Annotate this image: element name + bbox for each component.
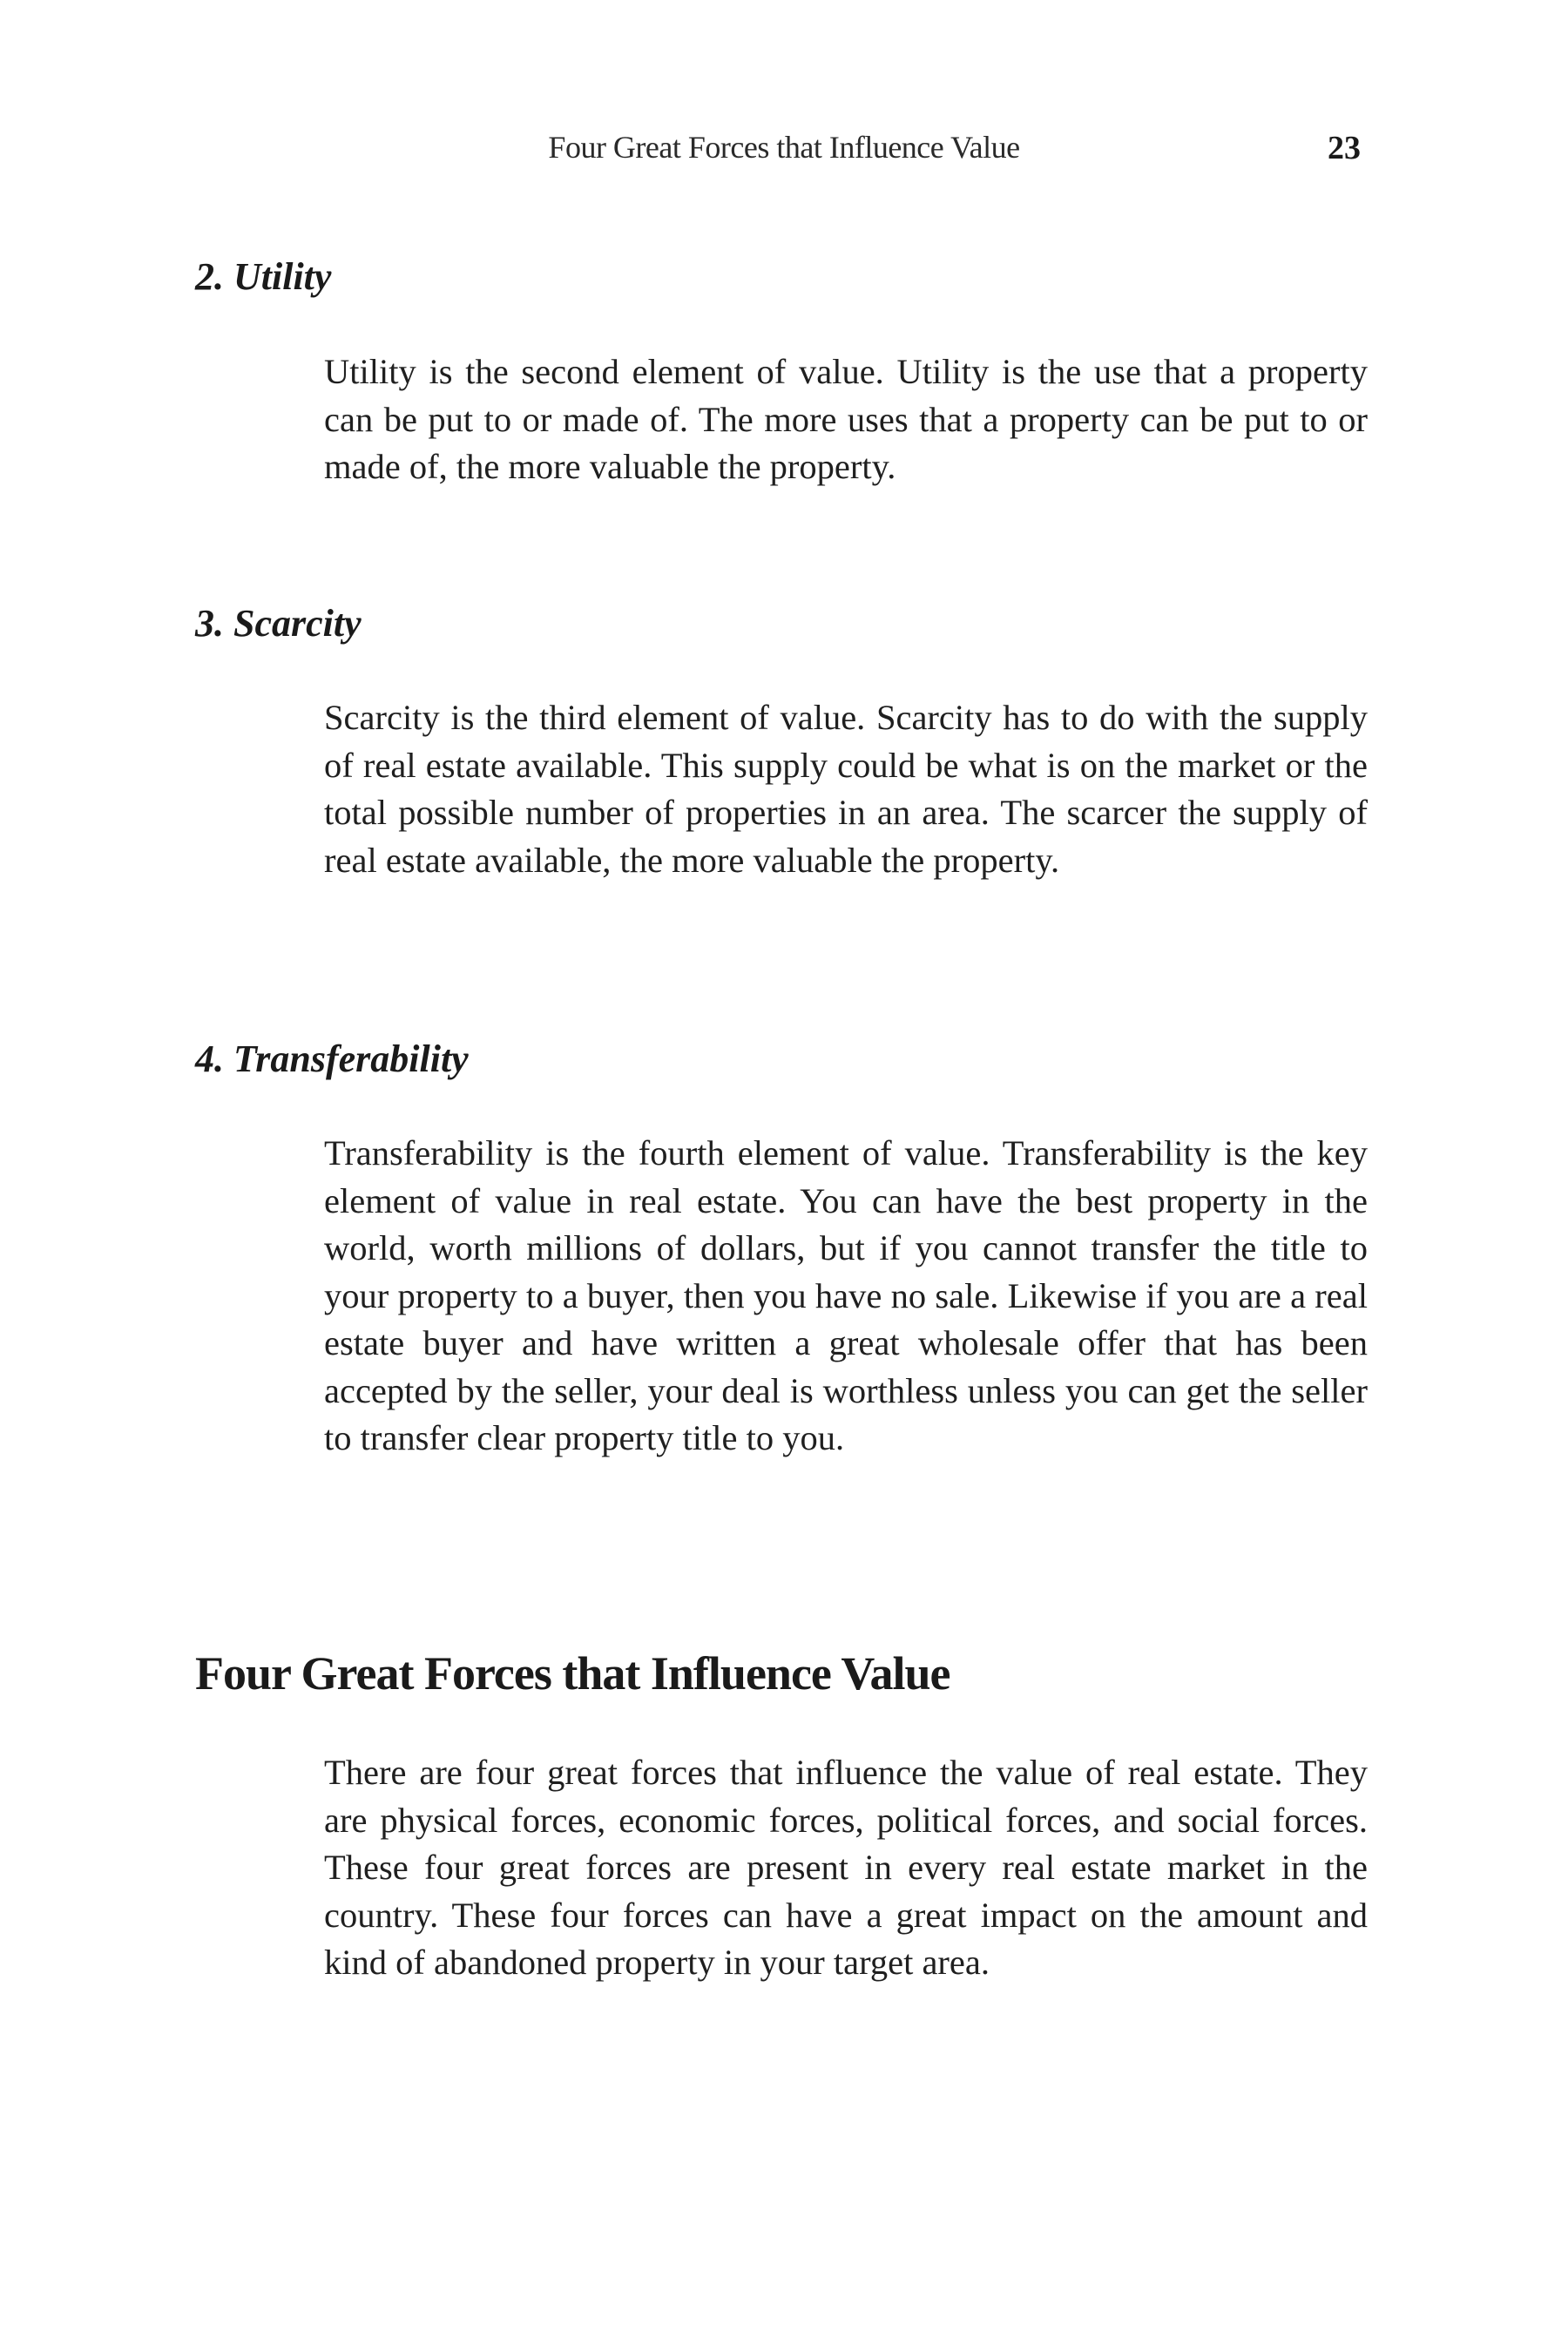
page-number: 23 <box>1328 130 1361 166</box>
subheading-transferability: 4. Transferability <box>195 1037 469 1080</box>
paragraph-transferability: Transferability is the fourth element of value. Transferability is the key element of value in real estate. You can have the best property in the world, worth millions of dollars, but if you cannot transfer the title to your property to a buyer, then you have no sale. Likewise if you are a real estate buyer and have written a great wholesale offer that has been accepted by the seller, your deal is worthless unless you can get the seller to transfer clear property title to you. <box>324 1133 1368 1457</box>
paragraph-scarcity: Scarcity is the third element of value. Scarcity has to do with the supply of real estate available. This supply could be what is on the market or the total possible number of properties in an area. The scarcer the supply of real estate available, the more valuable the property. <box>324 698 1368 880</box>
running-title: Four Great Forces that Influence Value <box>548 130 1020 165</box>
running-header <box>0 129 1568 172</box>
section-heading-four-great-forces: Four Great Forces that Influence Value <box>195 1647 950 1700</box>
subheading-utility: 2. Utility <box>195 255 332 298</box>
paragraph-four-great-forces: There are four great forces that influence the value of real estate. They are physical forces, economic forces, political forces, and social forces. These four great forces are present in every real estate market in the country. These four forces can have a great impact on the amount and kind of abandoned property in your target area. <box>324 1753 1368 1982</box>
paragraph-utility: Utility is the second element of value. Utility is the use that a property can be put to or made of. The more uses that a property can be put to or made of, the more valuable the property. <box>324 352 1368 486</box>
subheading-scarcity: 3. Scarcity <box>195 602 362 645</box>
